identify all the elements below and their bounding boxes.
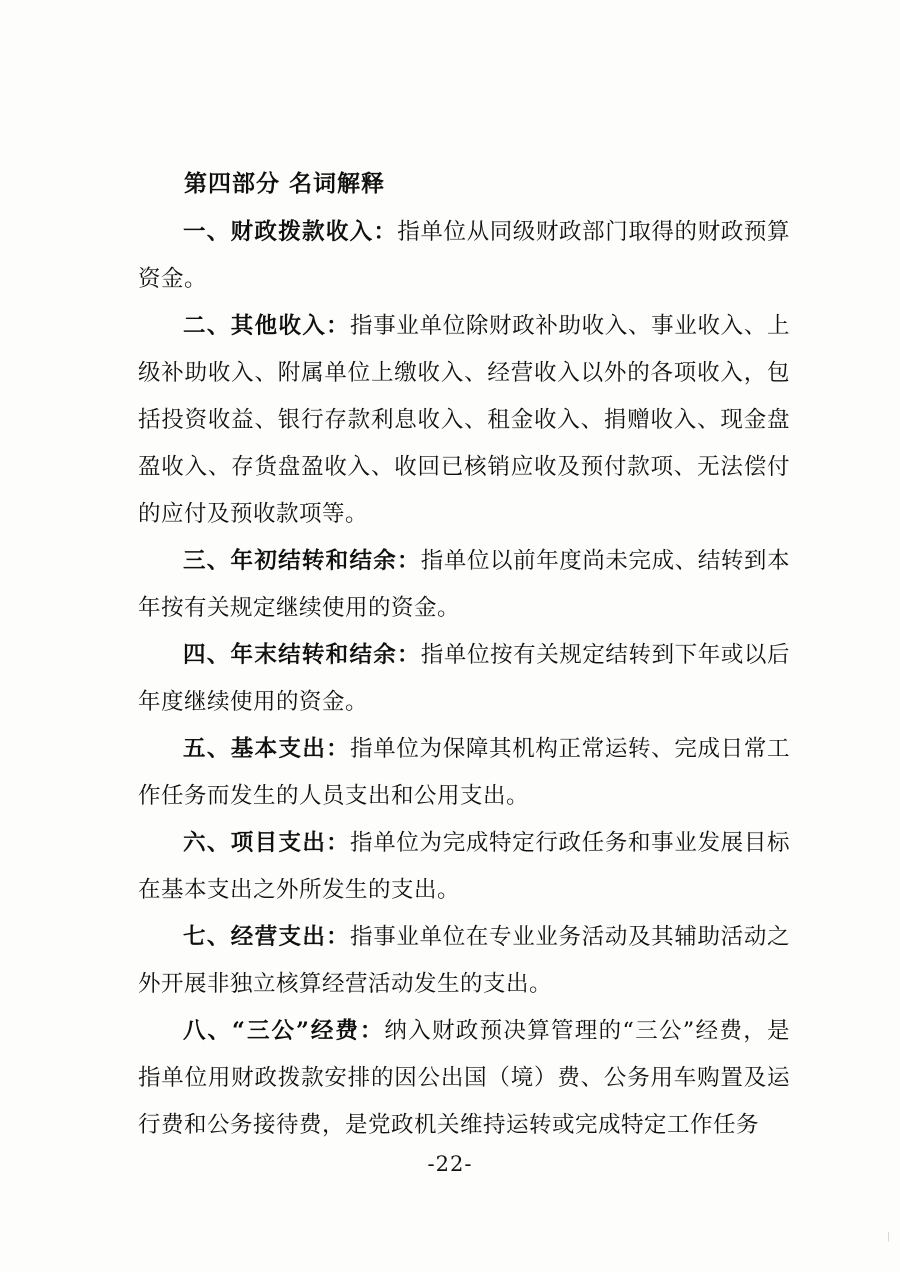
definition-term: 四、年末结转和结余：: [183, 642, 421, 668]
definition-paragraph: [138, 209, 790, 303]
definition-term: 五、基本支出：: [183, 736, 351, 762]
definition-paragraph: [138, 303, 790, 538]
definition-text: 指单位为保障其机构正常运转、完成日常工作任务而发生的人员支出和公用支出。: [138, 736, 790, 809]
page-number: -22-: [427, 1152, 473, 1176]
scan-edge-mark: |: [886, 1232, 890, 1242]
definition-paragraph: [138, 726, 790, 820]
definition-term: 一、财政拨款收入：: [183, 219, 398, 245]
definition-term: 二、其他收入：: [183, 313, 351, 339]
definition-text: 纳入财政预决算管理的“三公”经费，是指单位用财政拨款安排的因公出国（境）费、公务用车购置及运行费和公务接待费，是党政机关维持运转或完成特定工作任务: [138, 1018, 790, 1138]
definition-text: 指单位为完成特定行政任务和事业发展目标在基本支出之外所发生的支出。: [138, 830, 790, 903]
definition-paragraph: [138, 1008, 790, 1149]
document-body: [138, 160, 790, 1149]
definition-text: 指单位从同级财政部门取得的财政预算资金。: [138, 219, 790, 292]
definition-paragraph: [138, 632, 790, 726]
definition-paragraph: [138, 914, 790, 1008]
definition-text: 指事业单位在专业业务活动及其辅助活动之外开展非独立核算经营活动发生的支出。: [138, 924, 790, 997]
definition-text: 指事业单位除财政补助收入、事业收入、上级补助收入、附属单位上缴收入、经营收入以外的各项收入，包括投资收益、银行存款利息收入、租金收入、捐赠收入、现金盘盈收入、存货盘盈收入、收回已核销应收及预付款项、无法偿付的应付及预收款项等。: [138, 313, 790, 527]
definition-term: 三、年初结转和结余：: [183, 548, 421, 574]
definition-term: 八、“三公”经费：: [183, 1018, 385, 1044]
section-heading: 第四部分 名词解释: [184, 170, 386, 197]
definition-text: 指单位按有关规定结转到下年或以后年度继续使用的资金。: [138, 642, 790, 715]
definition-paragraph: [138, 820, 790, 914]
definition-paragraph: [138, 538, 790, 632]
definition-text: 指单位以前年度尚未完成、结转到本年按有关规定继续使用的资金。: [138, 548, 790, 621]
definition-term: 七、经营支出：: [183, 924, 351, 950]
definition-term: 六、项目支出：: [183, 830, 351, 856]
